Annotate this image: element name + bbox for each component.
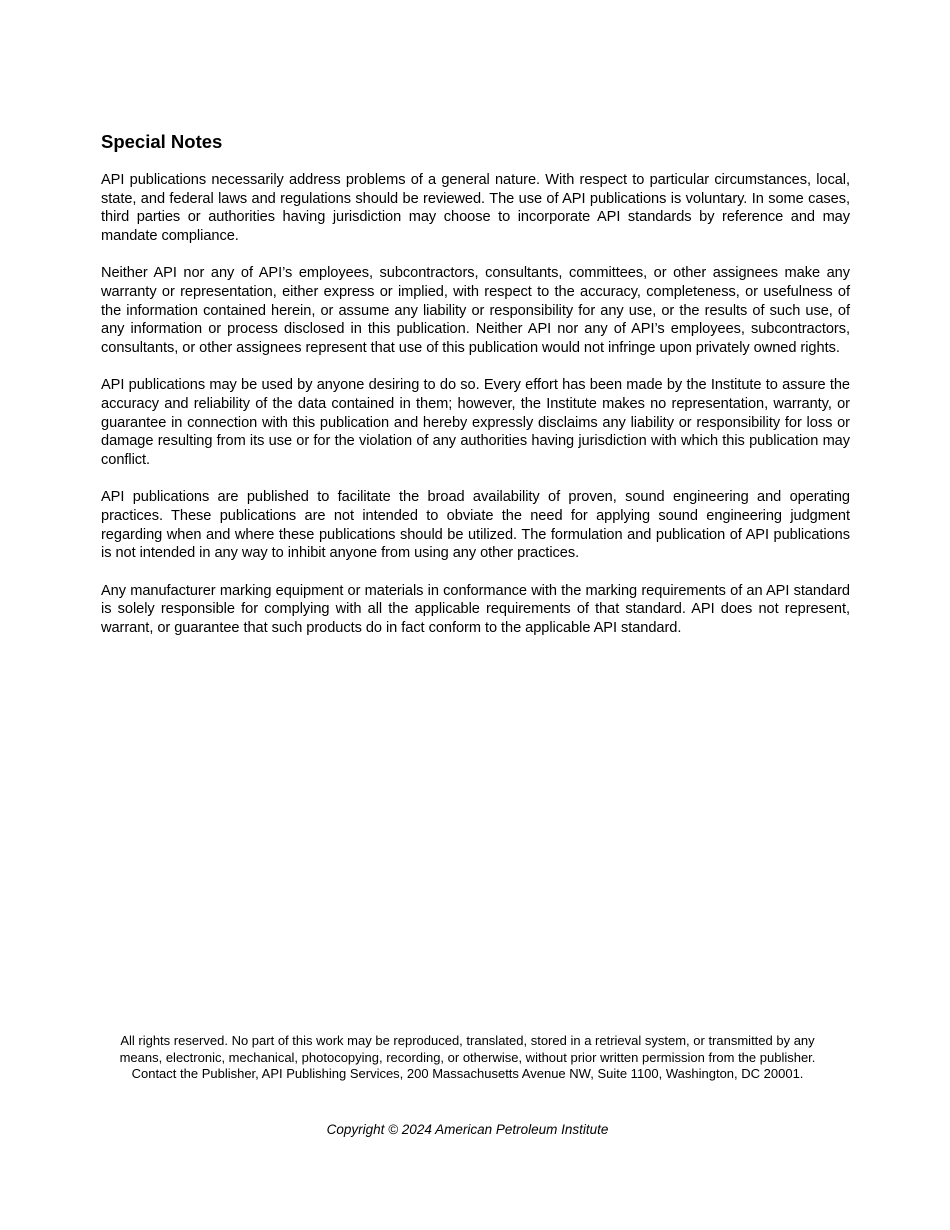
copyright-line: Copyright © 2024 American Petroleum Institute	[326, 1122, 609, 1137]
rights-reserved-notice: All rights reserved. No part of this work may be reproduced, translated, stored in a retrieval system, or transmitted by any means, electronic, mechanical, photocopying, recording, or otherwise, without prior written permission from the publisher. Contact the Publisher, API Publishing Services, 200 Massachusetts Avenue NW, Suite 1100, Washington, DC 20001.	[119, 1033, 816, 1082]
paragraph-purpose: API publications are published to facilitate the broad availability of proven, sound engineering and operating practices. These publications are not intended to obviate the need for applying sound engineering judgment regarding when and where these publications should be utilized. The formulation and publication of API publications is not intended in any way to inhibit anyone from using any other practices.	[101, 489, 850, 562]
special-notes-body	[101, 171, 850, 656]
paragraph-general-nature: API publications necessarily address problems of a general nature. With respect to particular circumstances, local, state, and federal laws and regulations should be reviewed. The use of API publications is voluntary. In some cases, third parties or authorities having jurisdiction may choose to incorporate API standards by reference and may mandate compliance.	[101, 172, 850, 245]
paragraph-no-warranty: Neither API nor any of API’s employees, subcontractors, consultants, committees, or other assignees make any warranty or representation, either express or implied, with respect to the accuracy, completeness, or usefulness of the information contained herein, or assume any liability or responsibility for any use, or the results of such use, of any information or process disclosed in this publication. Neither API nor any of API’s employees, subcontractors, consultants, or other assignees represent that use of this publication would not infringe upon privately owned rights.	[101, 265, 850, 357]
paragraph-use-by-anyone: API publications may be used by anyone desiring to do so. Every effort has been made by the Institute to assure the accuracy and reliability of the data contained in them; however, the Institute makes no representation, warranty, or guarantee in connection with this publication and hereby expressly disclaims any liability or responsibility for loss or damage resulting from its use or for the violation of any authorities having jurisdiction with which this publication may conflict.	[101, 377, 850, 469]
paragraph-manufacturer-marking: Any manufacturer marking equipment or materials in conformance with the marking requirements of an API standard is solely responsible for complying with all the applicable requirements of that standard. API does not represent, warrant, or guarantee that such products do in fact conform to the applicable API standard.	[101, 582, 850, 637]
page-title: Special Notes	[101, 131, 223, 152]
